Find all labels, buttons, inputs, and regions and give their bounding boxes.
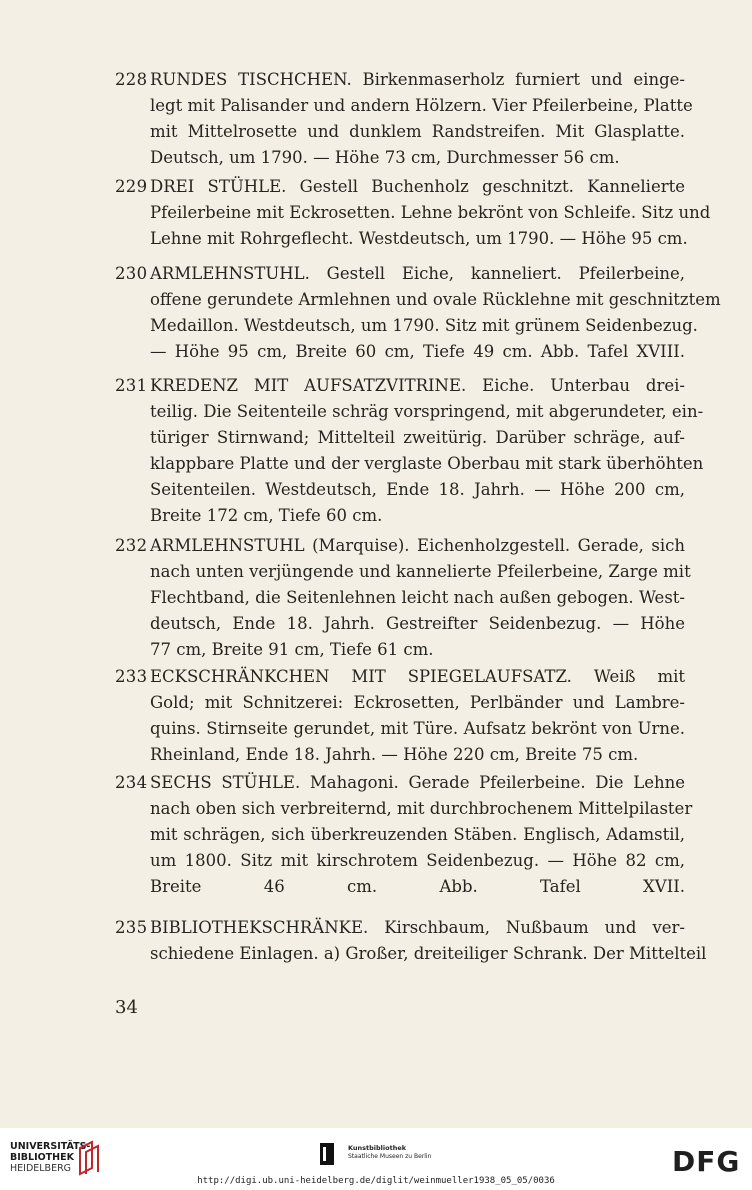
- library-line-3: HEIDELBERG: [10, 1163, 72, 1174]
- entry-number: 232: [115, 536, 148, 555]
- entry-line: mit Mittelrosette und dunklem Randstreifen. Mit Glasplatte.: [150, 122, 685, 141]
- entry-line: Medaillon. Westdeutsch, um 1790. Sitz mit grünem Seidenbezug.: [150, 316, 698, 335]
- entry-number: 233: [115, 667, 148, 686]
- entry-line: nach oben sich verbreiternd, mit durchbrochenem Mittelpilaster: [150, 799, 693, 818]
- university-library-logo-icon[interactable]: [76, 1140, 102, 1176]
- entry-line: Gold; mit Schnitzerei: Eckrosetten, Perlbänder und Lambre-: [150, 693, 685, 712]
- entry-line: KREDENZ MIT AUFSATZVITRINE. Eiche. Unterbau drei-: [150, 376, 685, 395]
- entry-line: Flechtband, die Seitenlehnen leicht nach außen gebogen. West-: [150, 588, 685, 607]
- entry-line: Breite 46 cm. Abb. Tafel XVII.: [150, 877, 685, 896]
- entry-number: 230: [115, 264, 148, 283]
- entry-line: Lehne mit Rohrgeflecht. Westdeutsch, um 1790. — Höhe 95 cm.: [150, 229, 688, 248]
- library-line-1: UNIVERSITÄTS-: [10, 1141, 91, 1152]
- entry-line: ARMLEHNSTUHL (Marquise). Eichenholzgestell. Gerade, sich: [150, 536, 685, 555]
- entry-number: 228: [115, 70, 148, 89]
- entry-line: um 1800. Sitz mit kirschrotem Seidenbezug. — Höhe 82 cm,: [150, 851, 685, 870]
- kunstbibliothek-logo-icon[interactable]: [320, 1143, 334, 1165]
- entry-line: Deutsch, um 1790. — Höhe 73 cm, Durchmesser 56 cm.: [150, 148, 620, 167]
- entry-line: türiger Stirnwand; Mittelteil zweitürig. Darüber schräge, auf-: [150, 428, 685, 447]
- dfg-logo[interactable]: DFG: [672, 1145, 741, 1178]
- library-line-2: BIBLIOTHEK: [10, 1152, 74, 1163]
- entry-number: 229: [115, 177, 148, 196]
- entry-line: klappbare Platte und der verglaste Oberbau mit stark überhöhten: [150, 454, 704, 473]
- entry-number: 231: [115, 376, 148, 395]
- entry-number: 234: [115, 773, 148, 792]
- entry-line: SECHS STÜHLE. Mahagoni. Gerade Pfeilerbeine. Die Lehne: [150, 773, 685, 792]
- entry-line: ARMLEHNSTUHL. Gestell Eiche, kanneliert. Pfeilerbeine,: [150, 264, 685, 283]
- entry-line: Seitenteilen. Westdeutsch, Ende 18. Jahrh. — Höhe 200 cm,: [150, 480, 685, 499]
- entry-line: ECKSCHRÄNKCHEN MIT SPIEGELAUFSATZ. Weiß mit: [150, 667, 685, 686]
- kunstbibliothek-name: Kunstbibliothek: [348, 1144, 407, 1152]
- entry-line: quins. Stirnseite gerundet, mit Türe. Aufsatz bekrönt von Urne.: [150, 719, 685, 738]
- entry-line: BIBLIOTHEKSCHRÄNKE. Kirschbaum, Nußbaum und ver-: [150, 918, 685, 937]
- entry-line: offene gerundete Armlehnen und ovale Rücklehne mit geschnitztem: [150, 290, 721, 309]
- source-url[interactable]: http://digi.ub.uni-heidelberg.de/diglit/weinmueller1938_05_05/0036: [197, 1176, 555, 1186]
- entry-line: mit schrägen, sich überkreuzenden Stäben. Englisch, Adamstil,: [150, 825, 685, 844]
- entry-line: teilig. Die Seitenteile schräg vorspringend, mit abgerundeter, ein-: [150, 402, 704, 421]
- entry-line: Rheinland, Ende 18. Jahrh. — Höhe 220 cm, Breite 75 cm.: [150, 745, 639, 764]
- entry-line: schiedene Einlagen. a) Großer, dreiteiliger Schrank. Der Mittelteil: [150, 944, 707, 963]
- entry-line: legt mit Palisander und andern Hölzern. Vier Pfeilerbeine, Platte: [150, 96, 693, 115]
- kunstbibliothek-label[interactable]: [348, 1144, 431, 1161]
- entry-line: Pfeilerbeine mit Eckrosetten. Lehne bekrönt von Schleife. Sitz und: [150, 203, 711, 222]
- kunstbibliothek-subtitle: Staatliche Museen zu Berlin: [348, 1153, 432, 1160]
- entry-line: deutsch, Ende 18. Jahrh. Gestreifter Seidenbezug. — Höhe: [150, 614, 685, 633]
- entry-line: nach unten verjüngende und kannelierte Pfeilerbeine, Zarge mit: [150, 562, 691, 581]
- entry-line: Breite 172 cm, Tiefe 60 cm.: [150, 506, 383, 525]
- entry-line: — Höhe 95 cm, Breite 60 cm, Tiefe 49 cm. Abb. Tafel XVIII.: [150, 342, 685, 361]
- entry-line: RUNDES TISCHCHEN. Birkenmaserholz furniert und einge-: [150, 70, 685, 89]
- page-number: 34: [115, 997, 138, 1018]
- entry-line: 77 cm, Breite 91 cm, Tiefe 61 cm.: [150, 640, 434, 659]
- entry-line: DREI STÜHLE. Gestell Buchenholz geschnitzt. Kannelierte: [150, 177, 685, 196]
- entry-number: 235: [115, 918, 148, 937]
